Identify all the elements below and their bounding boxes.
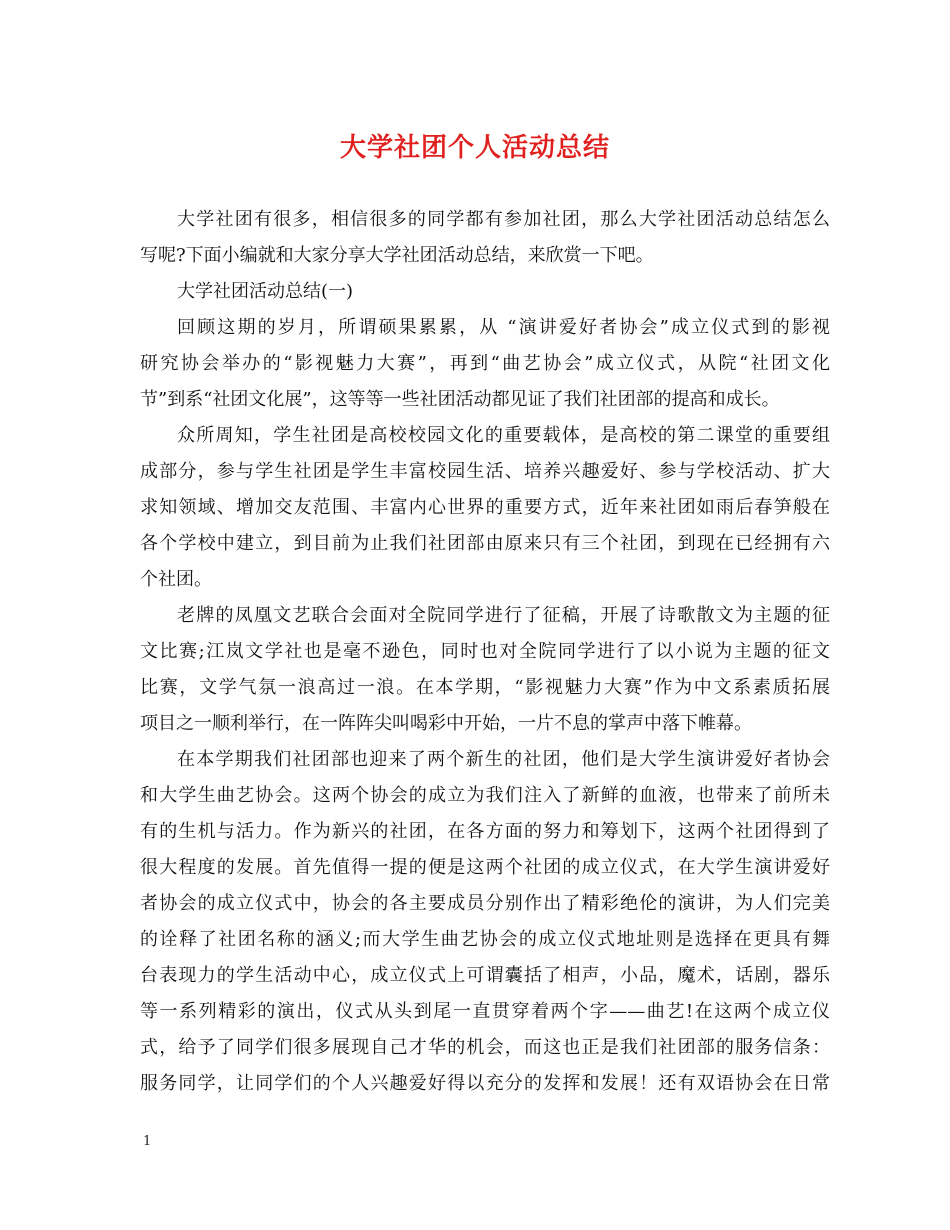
text-line: 各个学校中建立，到目前为止我们社团部由原来只有三个社团，到现在已经拥有六 [140, 533, 830, 554]
text-line: 求知领域、增加交友范围、丰富内心世界的重要方式，近年来社团如雨后春笋般在 [140, 497, 830, 518]
text-line: 成部分，参与学生社团是学生丰富校园生活、培养兴趣爱好、参与学校活动、扩大 [140, 461, 830, 482]
text-line: 节”到系“社团文化展”，这等等一些社团活动都见证了我们社团部的提高和成长。 [140, 389, 780, 410]
text-line: 者协会的成立仪式中，协会的各主要成员分别作出了精彩绝伦的演讲，为人们完美 [140, 893, 830, 914]
text-line: 有的生机与活力。作为新兴的社团，在各方面的努力和筹划下，这两个社团得到了 [140, 821, 830, 842]
text-line: 大学社团有很多，相信很多的同学都有参加社团，那么大学社团活动总结怎么 [177, 209, 830, 230]
text-line: 服务同学，让同学们的个人兴趣爱好得以充分的发挥和发展！还有双语协会在日常 [140, 1073, 830, 1094]
document-body [140, 202, 830, 1102]
text-line: 老牌的凤凰文艺联合会面对全院同学进行了征稿，开展了诗歌散文为主题的征 [177, 605, 830, 626]
text-line: 大学社团活动总结(一) [177, 281, 354, 302]
text-line: 写呢?下面小编就和大家分享大学社团活动总结，来欣赏一下吧。 [140, 245, 654, 266]
text-line: 文比赛;江岚文学社也是毫不逊色，同时也对全院同学进行了以小说为主题的征文 [140, 641, 830, 662]
text-line: 项目之一顺利举行，在一阵阵尖叫喝彩中开始，一片不息的掌声中落下帷幕。 [140, 713, 752, 734]
text-line: 很大程度的发展。首先值得一提的便是这两个社团的成立仪式，在大学生演讲爱好 [140, 857, 830, 878]
text-line: 式，给予了同学们很多展现自己才华的机会，而这也正是我们社团部的服务信条： [140, 1037, 830, 1058]
text-line: 的诠释了社团名称的涵义;而大学生曲艺协会的成立仪式地址则是选择在更具有舞 [140, 929, 830, 950]
text-line: 等一系列精彩的演出，仪式从头到尾一直贯穿着两个字——曲艺!在这两个成立仪 [140, 1001, 830, 1022]
text-line: 研究协会举办的“影视魅力大赛”，再到“曲艺协会”成立仪式，从院“社团文化 [140, 353, 830, 374]
text-line: 和大学生曲艺协会。这两个协会的成立为我们注入了新鲜的血液，也带来了前所未 [140, 785, 830, 806]
text-line: 台表现力的学生活动中心，成立仪式上可谓囊括了相声，小品，魔术，话剧，器乐 [140, 965, 830, 986]
text-line: 回顾这期的岁月，所谓硕果累累，从 “演讲爱好者协会”成立仪式到的影视 [177, 317, 830, 338]
text-line: 个社团。 [140, 569, 212, 590]
text-line: 众所周知，学生社团是高校校园文化的重要载体，是高校的第二课堂的重要组 [177, 425, 830, 446]
text-line: 在本学期我们社团部也迎来了两个新生的社团，他们是大学生演讲爱好者协会 [177, 749, 830, 770]
page-number: 1 [143, 1134, 152, 1149]
document-title: 大学社团个人活动总结 [339, 133, 610, 163]
text-line: 比赛，文学气氛一浪高过一浪。在本学期，“影视魅力大赛”作为中文系素质拓展 [140, 677, 830, 698]
